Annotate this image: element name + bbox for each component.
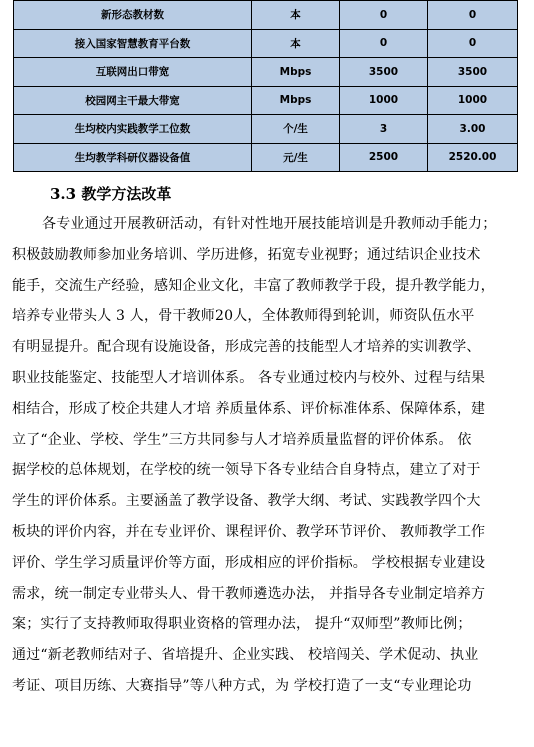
indicator-name-cell: 生均校内实践教学工位数 bbox=[14, 115, 252, 144]
paragraph-line: 通过“新老教师结对子、省培提升、企业实践、 校培闯关、学术促动、执业 bbox=[12, 647, 479, 664]
indicator-name-cell: 生均教学科研仪器设备值 bbox=[14, 143, 252, 172]
table-row bbox=[14, 29, 518, 58]
indicator-name-cell: 互联网出口带宽 bbox=[14, 58, 252, 87]
unit-cell: Mbps bbox=[252, 58, 340, 87]
table-row bbox=[14, 115, 518, 144]
current-value-cell: 0 bbox=[428, 29, 518, 58]
paragraph-line: 职业技能鉴定、技能型人才培训体系。 各专业通过校内与校外、过程与结果 bbox=[12, 369, 486, 386]
paragraph-line: 考证、项目历练、大赛指导”等八种方式，为 学校打造了一支“专业理论功 bbox=[12, 677, 472, 694]
indicator-table bbox=[13, 0, 518, 172]
table-row bbox=[14, 86, 518, 115]
baseline-value-cell: 2500 bbox=[340, 143, 428, 172]
paragraph-line: 积极鼓励教师参加业务培训、学历进修，拓宽专业视野；通过结识企业技术 bbox=[12, 246, 481, 263]
baseline-value-cell: 0 bbox=[340, 29, 428, 58]
baseline-value-cell: 3500 bbox=[340, 58, 428, 87]
paragraph-line: 学生的评价体系。主要涵盖了教学设备、教学大纲、考试、实践教学四个大 bbox=[12, 493, 481, 510]
section-heading: 3.3 教学方法改革 bbox=[50, 185, 172, 203]
unit-cell: Mbps bbox=[252, 86, 340, 115]
paragraph-line: 需求，统一制定专业带头人、骨干教师遴选办法， 并指导各专业制定培养方 bbox=[12, 585, 486, 602]
paragraph-line: 评价、学生学习质量评价等方面，形成相应的评价指标。 学校根据专业建设 bbox=[12, 554, 486, 571]
current-value-cell: 0 bbox=[428, 1, 518, 30]
table-row bbox=[14, 58, 518, 87]
paragraph-line: 各专业通过开展教研活动，有针对性地开展技能培训是升教师动手能力； bbox=[42, 216, 497, 232]
indicator-name-cell: 校园网主干最大带宽 bbox=[14, 86, 252, 115]
unit-cell: 本 bbox=[252, 29, 340, 58]
paragraph-line: 据学校的总体规划，在学校的统一领导下各专业结合自身特点，建立了对于 bbox=[12, 462, 481, 479]
paragraph-line: 相结合，形成了校企共建人才培 养质量体系、评价标准体系、保障体系，建 bbox=[12, 400, 486, 417]
indicator-name-cell: 接入国家智慧教育平台数 bbox=[14, 29, 252, 58]
unit-cell: 个/生 bbox=[252, 115, 340, 144]
indicator-table-body bbox=[14, 1, 518, 172]
paragraph-line: 板块的评价内容，并在专业评价、课程评价、教学环节评价、 教师教学工作 bbox=[12, 523, 486, 540]
unit-cell: 元/生 bbox=[252, 143, 340, 172]
unit-cell: 本 bbox=[252, 1, 340, 30]
paragraph-line: 能手，交流生产经验，感知企业文化，丰富了教师教学于段，提升教学能力， bbox=[12, 277, 495, 294]
paragraph-line: 培养专业带头人 3 人，骨干教师20人，全体教师得到轮训，师资队伍水平 bbox=[12, 308, 475, 325]
paragraph-line: 立了“企业、学校、学生”三方共同参与人才培养质量监督的评价体系。 依 bbox=[12, 431, 472, 448]
baseline-value-cell: 3 bbox=[340, 115, 428, 144]
baseline-value-cell: 1000 bbox=[340, 86, 428, 115]
baseline-value-cell: 0 bbox=[340, 1, 428, 30]
section-paragraph bbox=[12, 209, 520, 702]
current-value-cell: 3500 bbox=[428, 58, 518, 87]
table-row bbox=[14, 1, 518, 30]
current-value-cell: 2520.00 bbox=[428, 143, 518, 172]
paragraph-line: 有明显提升。配合现有设施设备，形成完善的技能型人才培养的实训教学、 bbox=[12, 339, 481, 356]
table-row bbox=[14, 143, 518, 172]
current-value-cell: 3.00 bbox=[428, 115, 518, 144]
paragraph-line: 案；实行了支持教师取得职业资格的管理办法， 提升“双师型”教师比例； bbox=[12, 616, 472, 633]
current-value-cell: 1000 bbox=[428, 86, 518, 115]
indicator-name-cell: 新形态教材数 bbox=[14, 1, 252, 30]
